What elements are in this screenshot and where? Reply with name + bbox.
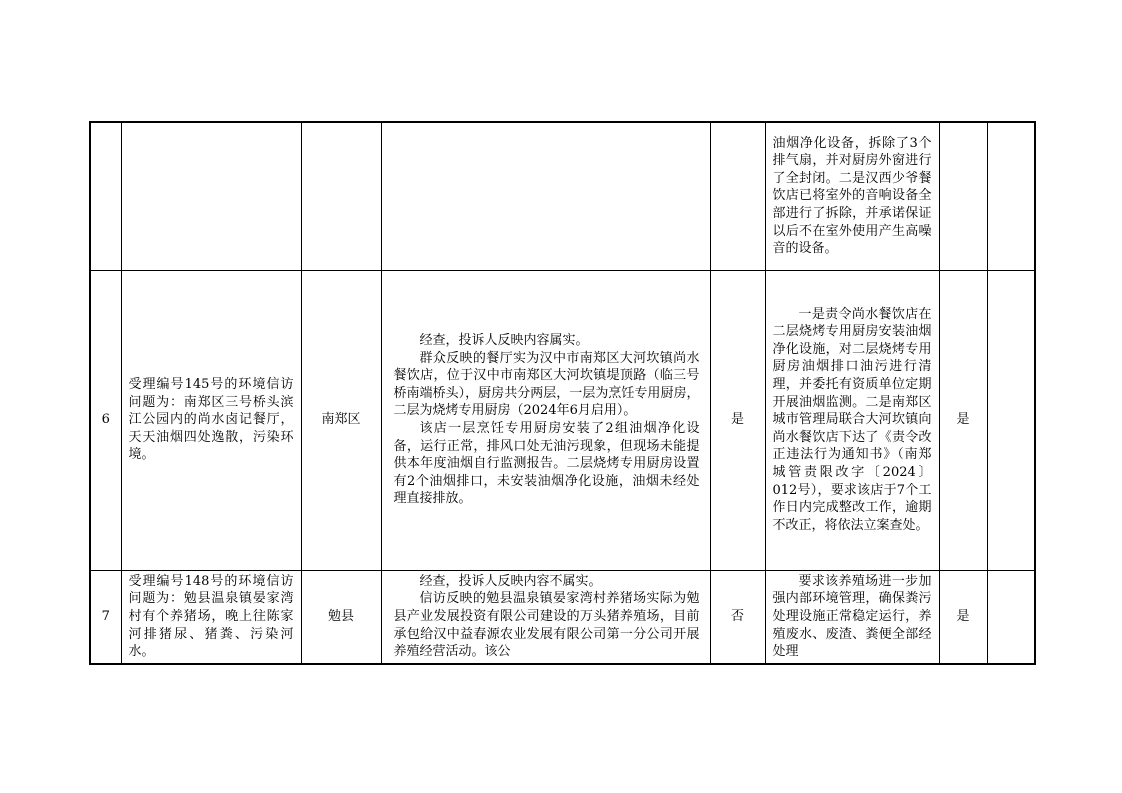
findings-paragraph: 群众反映的餐厅实为汉中市南郑区大河坎镇尚水餐饮店，位于汉中市南郑区大河坎镇堤顶路（临三号桥南端桥头），厨房共分两层，一层为烹饪专用厨房，二层为烧烤专用厨房（2024年6月启用）。 bbox=[393, 350, 700, 419]
action-text bbox=[766, 572, 939, 662]
table-row bbox=[90, 570, 1035, 664]
findings-cell bbox=[381, 270, 710, 570]
issue-cell bbox=[121, 570, 301, 664]
table-row bbox=[90, 122, 1035, 270]
action-cell bbox=[765, 570, 939, 664]
issue-cell bbox=[121, 122, 301, 270]
row-number: 7 bbox=[90, 570, 121, 664]
action-cell bbox=[765, 122, 939, 270]
table-row bbox=[90, 270, 1035, 570]
findings-paragraph: 该店一层烹饪专用厨房安装了2组油烟净化设备，运行正常，排风口处无油污现象，但现场未能提供本年度油烟自行监测报告。二层烧烤专用厨房设置有2个油烟排口，未安装油烟净化设施，油烟未经处理直接排放。 bbox=[393, 421, 700, 507]
row-number: 6 bbox=[90, 270, 121, 570]
findings-text bbox=[382, 572, 710, 662]
findings-cell bbox=[381, 122, 710, 270]
findings-cell bbox=[381, 570, 710, 664]
findings-paragraph: 信访反映的勉县温泉镇晏家湾村养猪场实际为勉县产业发展投资有限公司建设的万头猪养殖场，目前承包给汉中益春源农业发展有限公司第一分公司开展养殖经营活动。该公 bbox=[393, 591, 700, 660]
note-cell bbox=[987, 270, 1035, 570]
verified-cell bbox=[710, 122, 765, 270]
issue-text: 受理编号148号的环境信访问题为：勉县温泉镇晏家湾村有个养猪场，晚上往陈家河排猪尿、猪粪、污染河水。 bbox=[128, 573, 294, 660]
completed-cell: 是 bbox=[939, 570, 987, 664]
completed-cell: 是 bbox=[939, 270, 987, 570]
completed-cell bbox=[939, 122, 987, 270]
note-cell bbox=[987, 122, 1035, 270]
region-cell: 南郑区 bbox=[301, 270, 381, 570]
action-paragraph: 要求该养殖场进一步加强内部环境管理，确保粪污处理设施正常稳定运行，养殖废水、废渣、粪便全部经处理 bbox=[772, 573, 932, 660]
action-paragraph: 一是责令尚水餐饮店在二层烧烤专用厨房安装油烟净化设施，对二层烧烤专用厨房油烟排口油污进行清理，并委托有资质单位定期开展油烟监测。二是南郑区城市管理局联合大河坎镇向尚水餐饮店下达了《责令改正违法行为通知书》（南郑城管责限改字〔2024〕012号），要求该店于7个工作日内完成整改工作，逾期不改正，将依法立案查处。 bbox=[772, 306, 932, 533]
action-text: 油烟净化设备，拆除了3个排气扇，并对厨房外窗进行了全封闭。二是汉西少爷餐饮店已将室外的音响设备全部进行了拆除，并承诺保证以后不在室外使用产生高噪音的设备。 bbox=[772, 135, 932, 257]
findings-paragraph: 经查，投诉人反映内容不属实。 bbox=[419, 573, 602, 589]
findings-text bbox=[382, 331, 710, 509]
issue-text: 受理编号145号的环境信访问题为：南郑区三号桥头滨江公园内的尚水卤记餐厅，天天油烟四处逸散，污染环境。 bbox=[128, 377, 294, 463]
note-cell bbox=[987, 570, 1035, 664]
action-cell bbox=[765, 270, 939, 570]
region-cell: 勉县 bbox=[301, 570, 381, 664]
complaint-table bbox=[89, 121, 1036, 665]
region-cell bbox=[301, 122, 381, 270]
verified-cell: 否 bbox=[710, 570, 765, 664]
action-text bbox=[766, 305, 939, 536]
issue-cell bbox=[121, 270, 301, 570]
verified-cell: 是 bbox=[710, 270, 765, 570]
findings-paragraph: 经查，投诉人反映内容属实。 bbox=[419, 333, 589, 349]
row-number bbox=[90, 122, 121, 270]
